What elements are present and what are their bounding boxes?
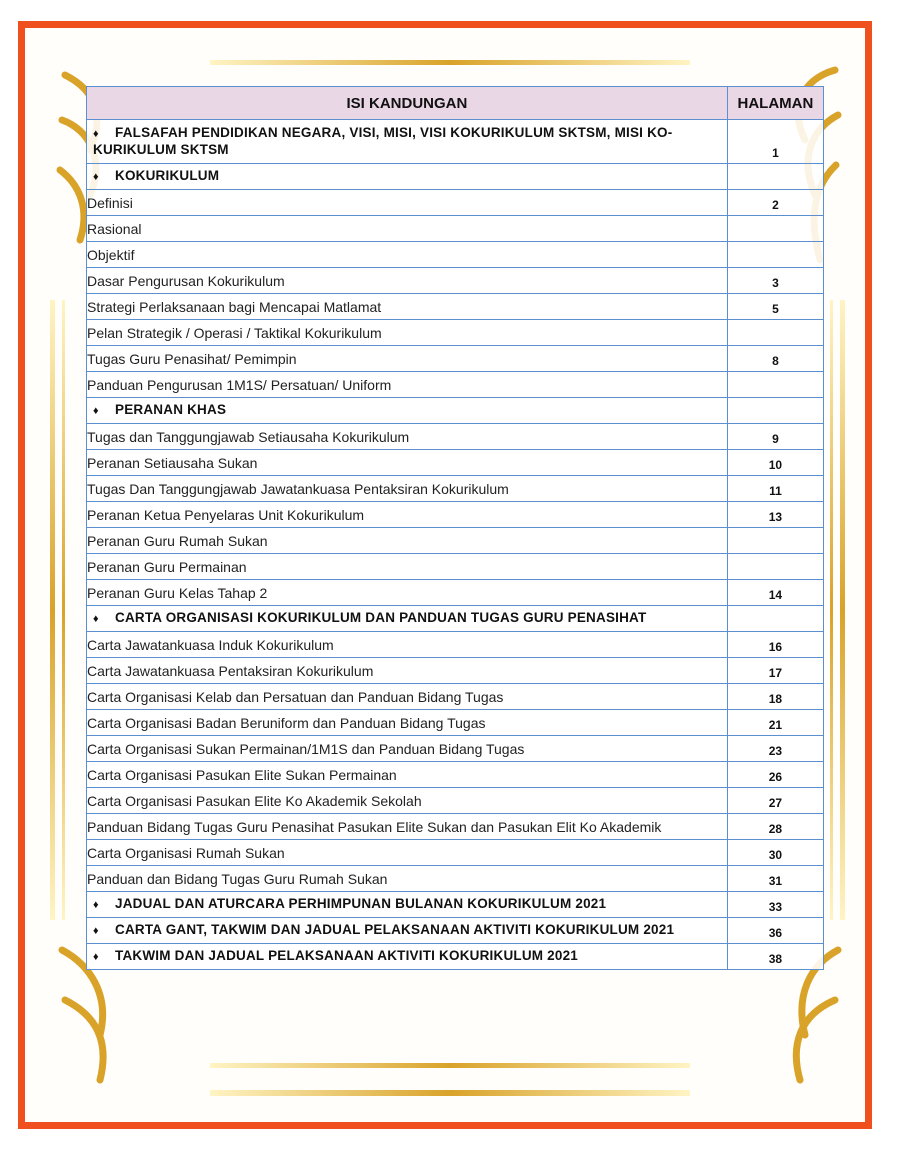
toc-entry-text: TAKWIM DAN JADUAL PELAKSANAAN AKTIVITI KOKURIKULUM 2021 — [115, 948, 579, 963]
toc-entry-text: Panduan Bidang Tugas Guru Penasihat Pasukan Elite Sukan dan Pasukan Elit Ko Akademik — [87, 818, 662, 835]
toc-entry-cell — [87, 710, 728, 736]
toc-entry-text: JADUAL DAN ATURCARA PERHIMPUNAN BULANAN KOKURIKULUM 2021 — [115, 896, 607, 911]
toc-page-number — [727, 216, 823, 242]
diamond-bullet-icon: ♦ — [93, 171, 99, 183]
toc-item-row — [87, 216, 824, 242]
toc-entry-cell — [87, 502, 728, 528]
toc-entry-text: Carta Organisasi Pasukan Elite Sukan Permainan — [87, 766, 397, 783]
toc-entry-text: Carta Organisasi Sukan Permainan/1M1S dan Panduan Bidang Tugas — [87, 740, 525, 757]
toc-entry-cell — [87, 242, 728, 268]
toc-entry-text: Peranan Guru Rumah Sukan — [87, 532, 268, 549]
toc-entry-cell — [87, 580, 728, 606]
diamond-bullet-icon: ♦ — [93, 405, 99, 417]
toc-page-number: 11 — [727, 476, 823, 502]
toc-entry-cell — [87, 736, 728, 762]
gold-bar-left-1 — [50, 300, 55, 920]
toc-page-number: 38 — [727, 944, 823, 970]
toc-page-number: 18 — [727, 684, 823, 710]
toc-entry-text: Strategi Perlaksanaan bagi Mencapai Matlamat — [87, 298, 382, 315]
toc-item-row — [87, 372, 824, 398]
toc-entry-cell — [87, 918, 728, 944]
toc-entry-text: Carta Jawatankuasa Pentaksiran Kokurikulum — [87, 662, 374, 679]
toc-entry-text: Carta Organisasi Rumah Sukan — [87, 844, 285, 861]
toc-page-number — [727, 528, 823, 554]
toc-entry-cell — [87, 190, 728, 216]
toc-page-number: 31 — [727, 866, 823, 892]
diamond-bullet-icon: ♦ — [93, 899, 99, 911]
toc-entry-cell — [87, 658, 728, 684]
toc-entry-cell — [87, 866, 728, 892]
toc-page-number: 16 — [727, 632, 823, 658]
toc-entry-cell — [87, 398, 728, 424]
diamond-bullet-icon: ♦ — [93, 925, 99, 937]
toc-entry-cell — [87, 632, 728, 658]
toc-entry-text: CARTA GANT, TAKWIM DAN JADUAL PELAKSANAAN AKTIVITI KOKURIKULUM 2021 — [115, 922, 675, 937]
toc-entry-cell — [87, 840, 728, 866]
toc-item-row — [87, 346, 824, 372]
toc-section-row — [87, 892, 824, 918]
toc-page-number: 36 — [727, 918, 823, 944]
toc-entry-text: Carta Jawatankuasa Induk Kokurikulum — [87, 636, 334, 653]
toc-entry-cell — [87, 372, 728, 398]
toc-page-number — [727, 320, 823, 346]
gold-bar-left-2 — [62, 300, 65, 920]
toc-entry-cell — [87, 788, 728, 814]
toc-page-number: 28 — [727, 814, 823, 840]
toc-page-number: 13 — [727, 502, 823, 528]
toc-entry-text: Peranan Ketua Penyelaras Unit Kokurikulum — [87, 506, 365, 523]
toc-page-number: 8 — [727, 346, 823, 372]
toc-item-row — [87, 450, 824, 476]
toc-item-row — [87, 320, 824, 346]
toc-section-row — [87, 120, 824, 164]
toc-entry-cell — [87, 346, 728, 372]
toc-item-row — [87, 554, 824, 580]
toc-entry-cell — [87, 554, 728, 580]
toc-entry-text: Peranan Guru Permainan — [87, 558, 247, 575]
toc-page-number: 3 — [727, 268, 823, 294]
toc-page-number — [727, 372, 823, 398]
toc-item-row — [87, 840, 824, 866]
toc-item-row — [87, 502, 824, 528]
toc-entry-text: Tugas Dan Tanggungjawab Jawatankuasa Pentaksiran Kokurikulum — [87, 480, 509, 497]
toc-entry-text: Panduan dan Bidang Tugas Guru Rumah Sukan — [87, 870, 388, 887]
toc-item-row — [87, 866, 824, 892]
toc-item-row — [87, 658, 824, 684]
diamond-bullet-icon: ♦ — [93, 951, 99, 963]
toc-page-number: 10 — [727, 450, 823, 476]
gold-bar-bottom-1 — [210, 1063, 690, 1068]
toc-item-row — [87, 632, 824, 658]
toc-item-row — [87, 268, 824, 294]
toc-page-number: 21 — [727, 710, 823, 736]
toc-section-row — [87, 398, 824, 424]
toc-page-number: 5 — [727, 294, 823, 320]
toc-page-number: 14 — [727, 580, 823, 606]
toc-entry-text: PERANAN KHAS — [115, 402, 227, 417]
toc-entry-text: Dasar Pengurusan Kokurikulum — [87, 272, 285, 289]
table-header-row — [87, 87, 824, 120]
toc-entry-cell — [87, 892, 728, 918]
toc-entry-cell — [87, 762, 728, 788]
toc-section-row — [87, 164, 824, 190]
toc-entry-cell — [87, 814, 728, 840]
toc-section-row — [87, 606, 824, 632]
toc-entry-text: FALSAFAH PENDIDIKAN NEGARA, VISI, MISI, VISI KOKURIKULUM SKTSM, MISI KO-KURIKULUM SKTSM — [93, 125, 673, 157]
toc-entry-cell — [87, 164, 728, 190]
toc-page-number: 27 — [727, 788, 823, 814]
toc-item-row — [87, 814, 824, 840]
gold-bar-bottom-2 — [210, 1090, 690, 1096]
toc-entry-text: Objektif — [87, 246, 135, 263]
toc-item-row — [87, 242, 824, 268]
toc-entry-cell — [87, 528, 728, 554]
toc-entry-text: Rasional — [87, 220, 142, 237]
page-column-header: HALAMAN — [727, 87, 823, 120]
toc-item-row — [87, 528, 824, 554]
toc-entry-text: Tugas Guru Penasihat/ Pemimpin — [87, 350, 297, 367]
toc-entry-text: Carta Organisasi Pasukan Elite Ko Akademik Sekolah — [87, 792, 422, 809]
diamond-bullet-icon: ♦ — [93, 128, 99, 140]
gold-bar-top — [210, 60, 690, 65]
toc-page-number — [727, 554, 823, 580]
diamond-bullet-icon: ♦ — [93, 613, 99, 625]
toc-entry-text: CARTA ORGANISASI KOKURIKULUM DAN PANDUAN TUGAS GURU PENASIHAT — [115, 610, 647, 625]
toc-entry-text: Tugas dan Tanggungjawab Setiausaha Kokurikulum — [87, 428, 410, 445]
table-of-contents — [86, 86, 824, 970]
toc-page-number: 9 — [727, 424, 823, 450]
toc-entry-cell — [87, 294, 728, 320]
toc-entry-text: Peranan Setiausaha Sukan — [87, 454, 258, 471]
toc-item-row — [87, 294, 824, 320]
toc-page-number: 26 — [727, 762, 823, 788]
toc-entry-text: Carta Organisasi Badan Beruniform dan Panduan Bidang Tugas — [87, 714, 486, 731]
content-column-header: ISI KANDUNGAN — [87, 87, 728, 120]
toc-entry-cell — [87, 120, 728, 164]
toc-entry-text: Pelan Strategik / Operasi / Taktikal Kokurikulum — [87, 324, 382, 341]
toc-entry-text: KOKURIKULUM — [115, 168, 220, 183]
toc-page-number — [727, 164, 823, 190]
toc-entry-text: Definisi — [87, 194, 133, 211]
toc-entry-cell — [87, 450, 728, 476]
toc-entry-cell — [87, 216, 728, 242]
toc-item-row — [87, 788, 824, 814]
toc-page-number: 17 — [727, 658, 823, 684]
toc-item-row — [87, 710, 824, 736]
toc-page-number: 23 — [727, 736, 823, 762]
toc-page-number — [727, 242, 823, 268]
toc-item-row — [87, 580, 824, 606]
toc-section-row — [87, 944, 824, 970]
toc-entry-cell — [87, 684, 728, 710]
toc-entry-cell — [87, 320, 728, 346]
toc-entry-cell — [87, 268, 728, 294]
toc-item-row — [87, 424, 824, 450]
toc-entry-cell — [87, 476, 728, 502]
toc-item-row — [87, 476, 824, 502]
toc-section-row — [87, 918, 824, 944]
toc-entry-text: Carta Organisasi Kelab dan Persatuan dan Panduan Bidang Tugas — [87, 688, 504, 705]
gold-bar-right-2 — [830, 300, 833, 920]
toc-item-row — [87, 736, 824, 762]
toc-page-number: 33 — [727, 892, 823, 918]
toc-page-number — [727, 398, 823, 424]
gold-bar-right-1 — [840, 300, 845, 920]
toc-entry-cell — [87, 944, 728, 970]
toc-page-number — [727, 606, 823, 632]
toc-entry-text: Peranan Guru Kelas Tahap 2 — [87, 584, 268, 601]
toc-item-row — [87, 190, 824, 216]
toc-entry-cell — [87, 424, 728, 450]
toc-page-number: 30 — [727, 840, 823, 866]
toc-page-number: 2 — [727, 190, 823, 216]
toc-entry-text: Panduan Pengurusan 1M1S/ Persatuan/ Uniform — [87, 376, 392, 393]
toc-item-row — [87, 684, 824, 710]
toc-item-row — [87, 762, 824, 788]
toc-entry-cell — [87, 606, 728, 632]
toc-page-number: 1 — [727, 120, 823, 164]
